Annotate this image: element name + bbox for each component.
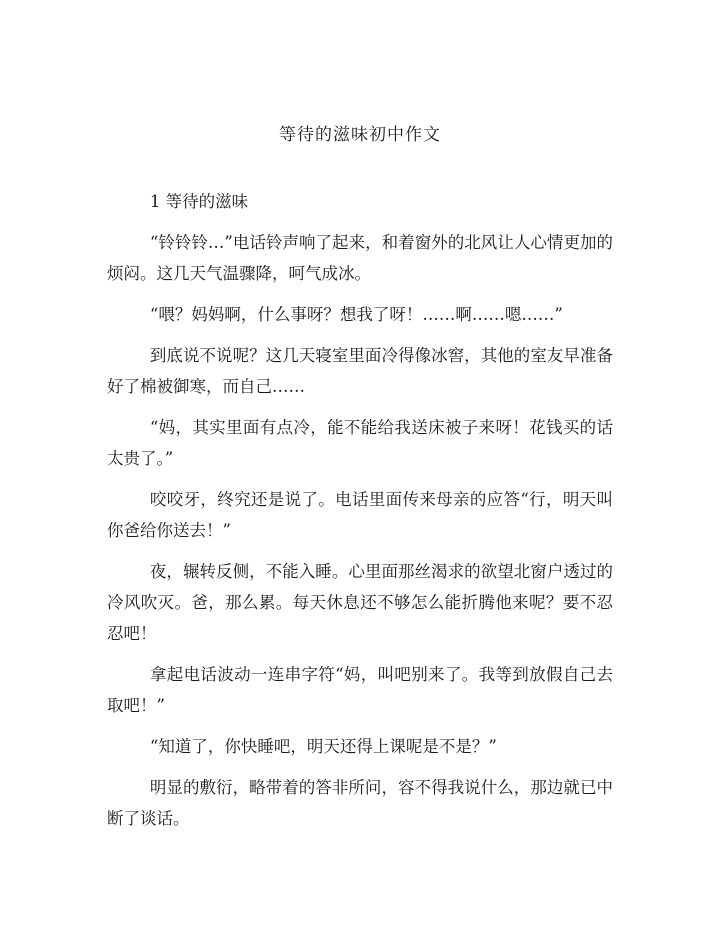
document-body [107, 186, 613, 844]
paragraph: 到底说不说呢？这几天寝室里面冷得像冰窖，其他的室友早准备好了棉被御寒，而自己…… [107, 346, 613, 396]
section-heading: 1 等待的滋味 [149, 192, 249, 211]
paragraph: 夜，辗转反侧，不能入睡。心里面那丝渴求的欲望北窗户透过的冷风吹灭。爸，那么累。每天休息还不够怎么能折腾他来呢？要不忍忍吧！ [107, 562, 613, 643]
paragraph: 咬咬牙，终究还是说了。电话里面传来母亲的应答“行，明天叫你爸给你送去！” [107, 490, 613, 540]
paragraph: 明显的敷衍，略带着的答非所问，容不得我说什么，那边就已中断了谈话。 [107, 778, 613, 828]
paragraph: “铃铃铃…”电话铃声响了起来，和着窗外的北风让人心情更加的烦闷。这几天气温骤降，呵气成冰。 [107, 233, 613, 283]
document-title: 等待的滋味初中作文 [279, 125, 441, 145]
paragraph: “知道了，你快睡吧，明天还得上课呢是不是？” [149, 737, 497, 756]
paragraph: 拿起电话波动一连串字符“妈，叫吧别来了。我等到放假自己去取吧！” [107, 665, 613, 715]
paragraph: “喂？妈妈啊，什么事呀？想我了呀！……啊……嗯……” [149, 305, 563, 324]
paragraph: “妈，其实里面有点冷，能不能给我送床被子来呀！花钱买的话太贵了。” [107, 418, 613, 468]
